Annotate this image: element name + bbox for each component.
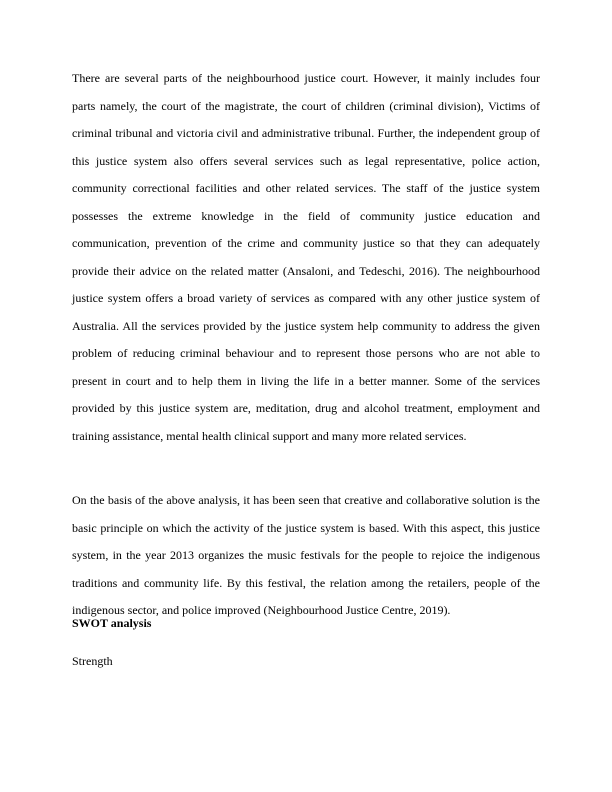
- text-line: system, in the year 2013 organizes the music festivals for the people to rejoice the indigenous: [72, 548, 540, 562]
- text-line: Australia. All the services provided by the justice system help community to address the given: [72, 318, 540, 333]
- text-line: possesses the extreme knowledge in the field of community justice education and: [72, 208, 540, 223]
- text-line: basic principle on which the activity of the justice system is based. With this aspect, this justice: [72, 520, 540, 535]
- text-line: criminal tribunal and victoria civil and administrative tribunal. Further, the independent group of: [72, 126, 540, 140]
- section-heading-swot-analysis: SWOT analysis: [72, 616, 152, 630]
- text-line: provide their advice on the related matter (Ansaloni, and Tedeschi, 2016). The neighbourhood: [72, 263, 540, 278]
- text-line: provided by this justice system are, meditation, drug and alcohol treatment, employment and: [72, 401, 540, 415]
- text-line: traditions and community life. By this festival, the relation among the retailers, people of the: [72, 575, 540, 590]
- text-line: training assistance, mental health clinical support and many more related services.: [72, 428, 467, 443]
- text-line: this justice system also offers several services such as legal representative, police action,: [72, 153, 540, 168]
- text-line: present in court and to help them in living the life in a better manner. Some of the services: [72, 373, 540, 388]
- paragraph-neighbourhood-justice-court: [72, 66, 540, 451]
- text-line: community correctional facilities and other related services. The staff of the justice system: [72, 181, 540, 195]
- text-line: On the basis of the above analysis, it has been seen that creative and collaborative solution is the: [72, 493, 540, 507]
- text-line: indigenous sector, and police improved (Neighbourhood Justice Centre, 2019).: [72, 603, 451, 617]
- text-line: justice system offers a broad variety of services as compared with any other justice system of: [72, 291, 540, 305]
- text-line: There are several parts of the neighbourhood justice court. However, it mainly includes four: [72, 71, 540, 85]
- text-line: parts namely, the court of the magistrate, the court of children (criminal division), Victims of: [72, 98, 540, 113]
- text-line: problem of reducing criminal behaviour and to represent those persons who are not able to: [72, 346, 540, 360]
- text-line: communication, prevention of the crime and community justice so that they can adequately: [72, 236, 540, 250]
- subsection-heading-strength: Strength: [72, 654, 113, 668]
- paragraph-analysis-summary: [72, 488, 540, 626]
